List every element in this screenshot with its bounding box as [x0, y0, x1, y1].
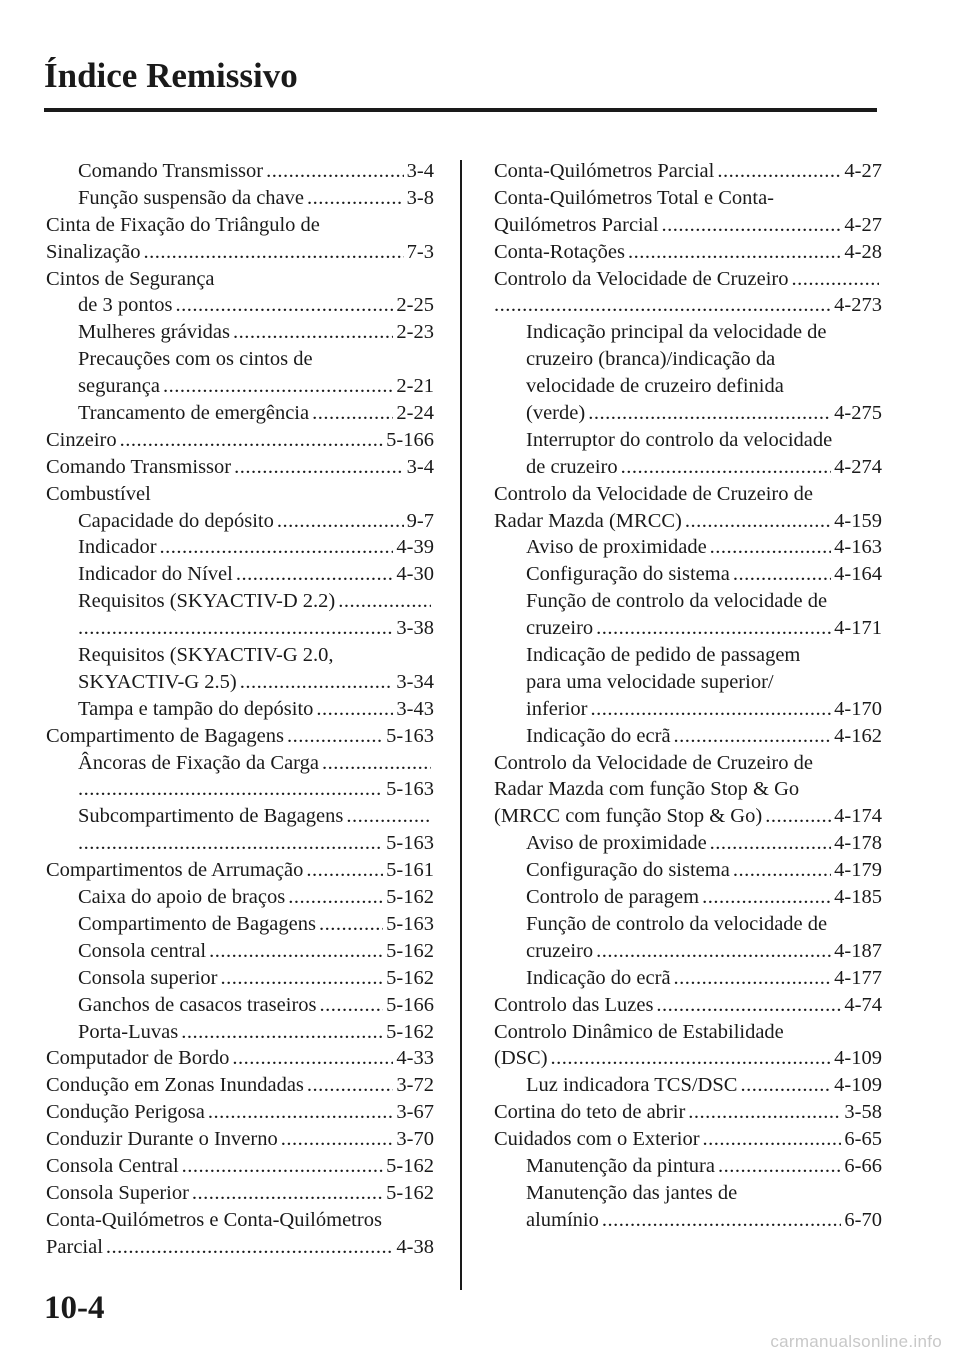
index-entry-text: SKYACTIV-G 2.5) — [78, 670, 237, 693]
index-entry-text: (MRCC com função Stop & Go) — [494, 805, 763, 828]
index-entry-text: Precauções com os cintos de — [78, 348, 313, 371]
index-entry — [494, 481, 882, 508]
index-entry-text: (verde) — [526, 402, 586, 425]
dot-leader — [182, 1153, 384, 1180]
index-entry-page: 4-28 — [844, 240, 882, 263]
dot-leader — [602, 1207, 842, 1234]
index-entry-page: 4-273 — [834, 294, 882, 317]
dot-leader — [688, 1099, 841, 1126]
index-entry-text: segurança — [78, 375, 160, 398]
index-entry — [494, 212, 882, 239]
index-entry-text: Consola Central — [46, 1154, 179, 1177]
index-entry — [46, 1153, 434, 1180]
index-entry — [494, 239, 882, 266]
dot-leader — [288, 884, 383, 911]
index-entry-text: Indicação principal da velocidade de — [526, 321, 827, 344]
index-entry — [46, 292, 434, 319]
dot-leader — [703, 1126, 842, 1153]
index-entry — [494, 319, 882, 346]
index-entry — [494, 292, 882, 319]
index-entry — [494, 1207, 882, 1234]
index-entry-text: Condução Perigosa — [46, 1101, 205, 1124]
index-entry-page: 5-166 — [386, 993, 434, 1016]
index-entry — [494, 1180, 882, 1207]
dot-leader — [78, 615, 393, 642]
index-entry — [494, 454, 882, 481]
index-entry-text: Indicação do ecrã — [526, 966, 671, 989]
index-entry-page: 4-27 — [844, 160, 882, 182]
dot-leader — [346, 803, 431, 830]
index-entry — [46, 158, 434, 185]
index-entry — [46, 1045, 434, 1072]
index-entry — [46, 669, 434, 696]
index-entry-page: 4-30 — [396, 563, 434, 586]
index-entry-page: 4-27 — [844, 213, 882, 236]
index-entry-page: 5-162 — [386, 1020, 434, 1043]
index-entry-page: 2-25 — [396, 294, 434, 317]
index-entry-text: Combustível — [46, 482, 151, 505]
dot-leader — [733, 561, 831, 588]
index-entry-text: Conduzir Durante o Inverno — [46, 1128, 278, 1151]
index-entry-page: 3-67 — [396, 1101, 434, 1124]
dot-leader — [494, 292, 831, 319]
index-entry-text: Trancamento de emergência — [78, 402, 310, 425]
index-entry-page: 4-275 — [834, 402, 882, 425]
index-entry-text: Conta-Quilómetros Total e Conta- — [494, 186, 775, 209]
dot-leader — [685, 508, 831, 535]
index-entry-text: Cinzeiro — [46, 428, 117, 451]
index-entry — [46, 615, 434, 642]
column-divider — [460, 160, 462, 1290]
index-entry-page: 4-74 — [844, 993, 882, 1016]
dot-leader — [621, 454, 832, 481]
index-entry-text: Função de controlo da velocidade de — [526, 590, 828, 613]
index-entry-text: Comando Transmissor — [78, 160, 264, 182]
index-entry — [46, 911, 434, 938]
index-entry-text: velocidade de cruzeiro definida — [526, 375, 784, 398]
index-entry-text: Parcial — [46, 1235, 103, 1258]
dot-leader — [236, 561, 394, 588]
index-entry-text: Caixa do apoio de braços — [78, 886, 286, 909]
index-entry-text: Porta-Luvas — [78, 1020, 179, 1043]
dot-leader — [710, 534, 832, 561]
index-entry — [494, 266, 882, 293]
index-entry — [46, 1072, 434, 1099]
index-entry — [46, 857, 434, 884]
index-entry-page: 3-4 — [406, 160, 434, 182]
index-entry-text: Conta-Quilómetros e Conta-Quilómetros — [46, 1208, 382, 1231]
dot-leader — [628, 239, 841, 266]
index-entry-text: inferior — [526, 697, 588, 720]
index-column-right — [494, 158, 882, 1234]
index-entry-text: Configuração do sistema — [526, 859, 730, 882]
index-entry-text: Requisitos (SKYACTIV-G 2.0, — [78, 644, 334, 667]
index-entry-page: 6-70 — [844, 1208, 882, 1231]
dot-leader — [160, 534, 394, 561]
index-entry-text: Controlo das Luzes — [494, 993, 654, 1016]
index-entry — [46, 400, 434, 427]
dot-leader — [163, 373, 393, 400]
index-entry — [494, 1126, 882, 1153]
index-entry-text: Compartimento de Bagagens — [46, 724, 284, 747]
dot-leader — [338, 588, 431, 615]
index-entry — [494, 750, 882, 777]
index-entry — [494, 1072, 882, 1099]
index-entry-page: 6-66 — [844, 1154, 882, 1177]
index-entry-page: 3-38 — [396, 617, 434, 640]
dot-leader — [588, 400, 831, 427]
dot-leader — [322, 750, 431, 777]
index-entry — [46, 803, 434, 830]
index-entry-text: Aviso de proximidade — [526, 536, 707, 559]
index-entry-page: 4-164 — [834, 563, 882, 586]
dot-leader — [307, 1072, 394, 1099]
index-entry-text: Radar Mazda (MRCC) — [494, 509, 682, 532]
index-entry — [494, 534, 882, 561]
index-entry-text: Manutenção das jantes de — [526, 1181, 738, 1204]
index-entry — [494, 1153, 882, 1180]
index-entry-text: de 3 pontos — [78, 294, 173, 317]
index-entry-page: 4-162 — [834, 724, 882, 747]
index-entry — [494, 158, 882, 185]
dot-leader — [656, 992, 841, 1019]
index-entry-text: Mulheres grávidas — [78, 321, 230, 344]
index-entry-text: Manutenção da pintura — [526, 1154, 715, 1177]
index-entry-text: Requisitos (SKYACTIV-D 2.2) — [78, 590, 336, 613]
index-entry — [46, 723, 434, 750]
dot-leader — [106, 1234, 394, 1261]
index-entry-text: Controlo da Velocidade de Cruzeiro de — [494, 751, 813, 774]
index-entry — [494, 669, 882, 696]
index-entry-page: 3-8 — [406, 186, 434, 209]
dot-leader — [266, 158, 404, 185]
index-entry — [494, 588, 882, 615]
dot-leader — [596, 615, 831, 642]
dot-leader — [240, 669, 394, 696]
index-entry-page: 4-33 — [396, 1047, 434, 1070]
index-entry-text: Compartimentos de Arrumação — [46, 859, 304, 882]
index-entry-page: 5-161 — [386, 859, 434, 882]
index-entry-text: Capacidade do depósito — [78, 509, 274, 532]
index-entry-page: 4-178 — [834, 832, 882, 855]
page-number: 10-4 — [44, 1290, 105, 1326]
dot-leader — [120, 427, 384, 454]
index-entry-page: 2-24 — [396, 402, 434, 425]
index-entry-page: 5-162 — [386, 1154, 434, 1177]
index-entry — [494, 857, 882, 884]
index-entry — [46, 185, 434, 212]
dot-leader — [78, 830, 383, 857]
dot-leader — [590, 696, 831, 723]
index-entry — [46, 561, 434, 588]
index-entry-text: cruzeiro — [526, 939, 594, 962]
dot-leader — [233, 319, 393, 346]
index-entry-text: Consola Superior — [46, 1181, 189, 1204]
index-entry-page: 5-162 — [386, 939, 434, 962]
index-entry — [494, 938, 882, 965]
index-entry-page: 4-109 — [834, 1074, 882, 1097]
index-entry — [46, 1207, 434, 1234]
dot-leader — [551, 1045, 832, 1072]
dot-leader — [718, 1153, 841, 1180]
dot-leader — [320, 992, 384, 1019]
index-entry — [494, 723, 882, 750]
index-entry — [494, 1045, 882, 1072]
dot-leader — [319, 911, 383, 938]
dot-leader — [792, 266, 879, 293]
index-entry-text: Conta-Quilómetros Parcial — [494, 160, 715, 182]
index-entry-page: 4-179 — [834, 859, 882, 882]
index-entry — [46, 1099, 434, 1126]
dot-leader — [733, 857, 831, 884]
index-entry-page: 5-162 — [386, 886, 434, 909]
index-entry-page: 5-162 — [386, 966, 434, 989]
title-rule — [44, 108, 877, 112]
index-entry-text: Subcompartimento de Bagagens — [78, 805, 344, 828]
index-entry — [46, 750, 434, 777]
index-entry — [494, 373, 882, 400]
index-entry-page: 4-185 — [834, 886, 882, 909]
index-entry — [46, 1180, 434, 1207]
index-entry-text: (DSC) — [494, 1047, 548, 1070]
index-entry-text: Controlo de paragem — [526, 886, 700, 909]
index-entry-page: 5-163 — [386, 912, 434, 935]
dot-leader — [312, 400, 393, 427]
index-entry — [46, 373, 434, 400]
index-entry — [494, 696, 882, 723]
index-entry-page: 4-170 — [834, 697, 882, 720]
index-entry — [46, 427, 434, 454]
index-entry — [494, 508, 882, 535]
index-entry — [46, 266, 434, 293]
dot-leader — [232, 1045, 393, 1072]
index-entry — [46, 1019, 434, 1046]
index-entry-page: 3-34 — [396, 670, 434, 693]
dot-leader — [740, 1072, 831, 1099]
index-entry-text: Controlo da Velocidade de Cruzeiro de — [494, 482, 813, 505]
index-entry-page: 6-65 — [844, 1128, 882, 1151]
index-entry-text: Cintos de Segurança — [46, 267, 215, 290]
index-entry-text: Consola central — [78, 939, 207, 962]
index-entry — [46, 776, 434, 803]
index-entry-text: de cruzeiro — [526, 455, 618, 478]
index-entry-text: Computador de Bordo — [46, 1047, 230, 1070]
index-entry — [46, 319, 434, 346]
index-entry-page: 5-163 — [386, 724, 434, 747]
index-entry — [494, 830, 882, 857]
dot-leader — [702, 884, 831, 911]
index-entry — [46, 508, 434, 535]
dot-leader — [208, 1099, 394, 1126]
index-entry-text: para uma velocidade superior/ — [526, 670, 774, 693]
index-entry-page: 3-72 — [396, 1074, 434, 1097]
index-entry-page: 4-109 — [834, 1047, 882, 1070]
index-entry-page: 4-39 — [396, 536, 434, 559]
index-entry — [494, 884, 882, 911]
index-entry — [46, 454, 434, 481]
dot-leader — [674, 723, 832, 750]
index-entry — [46, 992, 434, 1019]
index-entry-page: 3-43 — [396, 697, 434, 720]
dot-leader — [674, 965, 832, 992]
dot-leader — [717, 158, 841, 185]
index-entry — [494, 615, 882, 642]
index-entry — [494, 561, 882, 588]
dot-leader — [192, 1180, 383, 1207]
dot-leader — [176, 292, 394, 319]
dot-leader — [287, 723, 383, 750]
index-entry-page: 4-274 — [834, 455, 882, 478]
index-entry — [494, 776, 882, 803]
index-entry — [494, 803, 882, 830]
dot-leader — [234, 454, 404, 481]
index-entry-text: Luz indicadora TCS/DSC — [526, 1074, 738, 1097]
index-entry-text: Conta-Rotações — [494, 240, 625, 263]
index-entry — [494, 1019, 882, 1046]
index-entry — [46, 212, 434, 239]
index-entry — [494, 992, 882, 1019]
index-entry-page: 3-4 — [406, 455, 434, 478]
index-entry-page: 4-38 — [396, 1235, 434, 1258]
index-entry — [494, 642, 882, 669]
dot-leader — [78, 776, 383, 803]
index-entry-text: Cortina do teto de abrir — [494, 1101, 686, 1124]
index-entry — [494, 185, 882, 212]
index-entry-text: Controlo Dinâmico de Estabilidade — [494, 1020, 784, 1043]
dot-leader — [281, 1126, 394, 1153]
index-entry — [494, 1099, 882, 1126]
index-entry-text: Indicação de pedido de passagem — [526, 644, 801, 667]
index-entry-text: Radar Mazda com função Stop & Go — [494, 778, 800, 801]
index-entry-text: Função suspensão da chave — [78, 186, 305, 209]
index-entry-text: Cuidados com o Exterior — [494, 1128, 700, 1151]
dot-leader — [277, 508, 404, 535]
index-entry-text: Âncoras de Fixação da Carga — [78, 751, 319, 774]
dot-leader — [710, 830, 832, 857]
index-entry-text: Compartimento de Bagagens — [78, 912, 316, 935]
index-entry-text: Tampa e tampão do depósito — [78, 697, 314, 720]
index-entry-text: cruzeiro — [526, 617, 594, 640]
index-entry-text: Sinalização — [46, 240, 141, 263]
index-entry-text: Indicação do ecrã — [526, 724, 671, 747]
index-entry-text: Ganchos de casacos traseiros — [78, 993, 317, 1016]
dot-leader — [596, 938, 831, 965]
index-entry-page: 3-58 — [844, 1101, 882, 1124]
index-entry-text: Quilómetros Parcial — [494, 213, 659, 236]
index-entry-text: Aviso de proximidade — [526, 832, 707, 855]
index-entry — [494, 346, 882, 373]
index-entry-page: 5-162 — [386, 1181, 434, 1204]
dot-leader — [221, 965, 384, 992]
index-entry-page: 5-163 — [386, 778, 434, 801]
dot-leader — [316, 696, 393, 723]
index-entry-text: Configuração do sistema — [526, 563, 730, 586]
index-entry-page: 5-163 — [386, 832, 434, 855]
index-entry — [46, 239, 434, 266]
index-entry-text: Condução em Zonas Inundadas — [46, 1074, 304, 1097]
index-entry — [46, 1126, 434, 1153]
index-entry — [494, 427, 882, 454]
index-entry-page: 5-166 — [386, 428, 434, 451]
index-entry-page: 4-163 — [834, 536, 882, 559]
index-entry-page: 7-3 — [406, 240, 434, 263]
dot-leader — [306, 857, 383, 884]
dot-leader — [662, 212, 842, 239]
index-entry-page: 3-70 — [396, 1128, 434, 1151]
index-entry — [46, 642, 434, 669]
index-entry — [494, 400, 882, 427]
index-entry — [46, 346, 434, 373]
index-entry-text: Indicador do Nível — [78, 563, 233, 586]
index-entry-page: 4-171 — [834, 617, 882, 640]
watermark: carmanualsonline.info — [770, 1332, 942, 1351]
dot-leader — [307, 185, 404, 212]
index-entry-text: Cinta de Fixação do Triângulo de — [46, 213, 320, 236]
index-entry — [46, 884, 434, 911]
index-entry — [494, 911, 882, 938]
index-entry — [46, 830, 434, 857]
index-entry — [46, 938, 434, 965]
index-entry — [46, 965, 434, 992]
index-entry-page: 4-174 — [834, 805, 882, 828]
index-entry — [46, 696, 434, 723]
dot-leader — [209, 938, 383, 965]
page-title: Índice Remissivo — [44, 56, 298, 95]
index-entry — [46, 588, 434, 615]
index-entry-page: 4-187 — [834, 939, 882, 962]
index-entry-text: alumínio — [526, 1208, 599, 1231]
dot-leader — [143, 239, 403, 266]
index-entry — [46, 481, 434, 508]
index-entry-text: Indicador — [78, 536, 157, 559]
index-entry-text: Comando Transmissor — [46, 455, 232, 478]
index-entry-page: 2-23 — [396, 321, 434, 344]
dot-leader — [765, 803, 831, 830]
index-entry-text: cruzeiro (branca)/indicação da — [526, 348, 776, 371]
index-entry — [494, 965, 882, 992]
index-entry — [46, 534, 434, 561]
index-column-left — [46, 158, 434, 1261]
index-entry-page: 4-177 — [834, 966, 882, 989]
index-entry-page: 2-21 — [396, 375, 434, 398]
index-entry-page: 4-159 — [834, 509, 882, 532]
index-entry-page: 9-7 — [406, 509, 434, 532]
index-entry-text: Interruptor do controlo da velocidade — [526, 428, 833, 451]
index-entry — [46, 1234, 434, 1261]
index-entry-text: Função de controlo da velocidade de — [526, 912, 828, 935]
index-entry-text: Controlo da Velocidade de Cruzeiro — [494, 267, 789, 290]
dot-leader — [181, 1019, 383, 1046]
index-entry-text: Consola superior — [78, 966, 218, 989]
